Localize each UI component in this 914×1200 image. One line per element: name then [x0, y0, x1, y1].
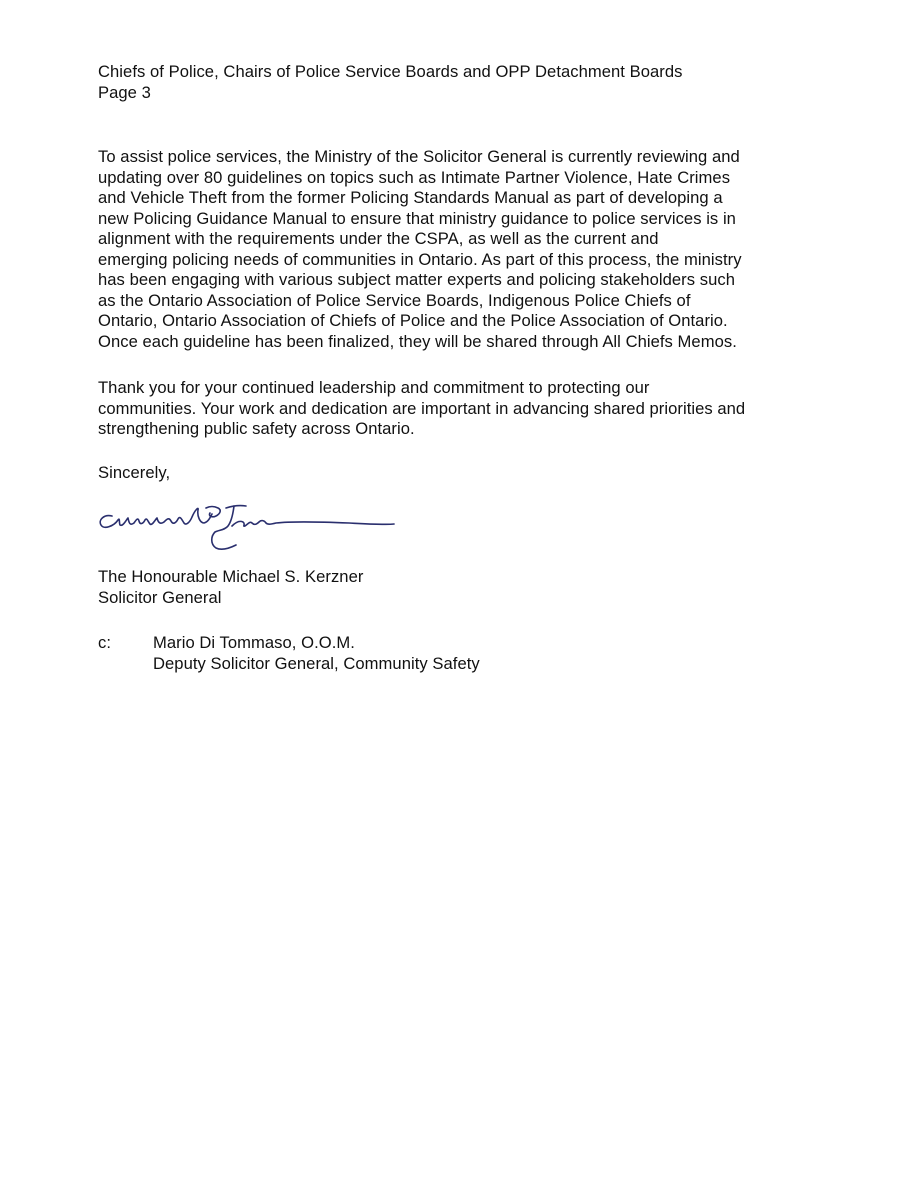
- paragraph-line: as the Ontario Association of Police Service Boards, Indigenous Police Chiefs of: [98, 290, 691, 310]
- paragraph-line: alignment with the requirements under the CSPA, as well as the current and: [98, 229, 659, 248]
- paragraph-line: has been engaging with various subject matter experts and policing stakeholders such: [98, 270, 735, 289]
- paragraph-line: To assist police services, the Ministry of the Solicitor General is currently reviewing and: [98, 147, 740, 166]
- paragraph-line: Ontario, Ontario Association of Chiefs of Police and the Police Association of Ontario.: [98, 311, 728, 330]
- cc-title: Deputy Solicitor General, Community Safety: [153, 653, 480, 673]
- header-page-number: Page 3: [98, 82, 151, 102]
- handwritten-signature: [94, 496, 404, 560]
- signer-name: The Honourable Michael S. Kerzner: [98, 567, 364, 586]
- paragraph-line: updating over 80 guidelines on topics such as Intimate Partner Violence, Hate Crimes: [98, 167, 731, 187]
- closing-salutation: Sincerely,: [98, 463, 171, 482]
- paragraph-line: emerging policing needs of communities in Ontario. As part of this process, the ministry: [98, 249, 742, 269]
- paragraph-line: communities. Your work and dedication are important in advancing shared priorities and: [98, 398, 746, 418]
- cc-name: Mario Di Tommaso, O.O.M.: [153, 633, 355, 652]
- page-header: [98, 62, 683, 103]
- paragraph-line: new Policing Guidance Manual to ensure that ministry guidance to police services is in: [98, 208, 736, 228]
- cc-label: c:: [98, 633, 112, 652]
- body-paragraph-2: [98, 378, 745, 440]
- paragraph-line: and Vehicle Theft from the former Policing Standards Manual as part of developing a: [98, 188, 723, 207]
- signer-title: Solicitor General: [98, 587, 222, 607]
- signer-block: [98, 567, 363, 608]
- cc-recipient: [153, 633, 480, 674]
- paragraph-line: Thank you for your continued leadership and commitment to protecting our: [98, 378, 650, 397]
- header-recipients: Chiefs of Police, Chairs of Police Service Boards and OPP Detachment Boards: [98, 62, 683, 81]
- body-paragraph-1: [98, 147, 742, 352]
- paragraph-line: strengthening public safety across Ontario.: [98, 419, 415, 438]
- paragraph-line: Once each guideline has been finalized, they will be shared through All Chiefs Memos.: [98, 331, 737, 351]
